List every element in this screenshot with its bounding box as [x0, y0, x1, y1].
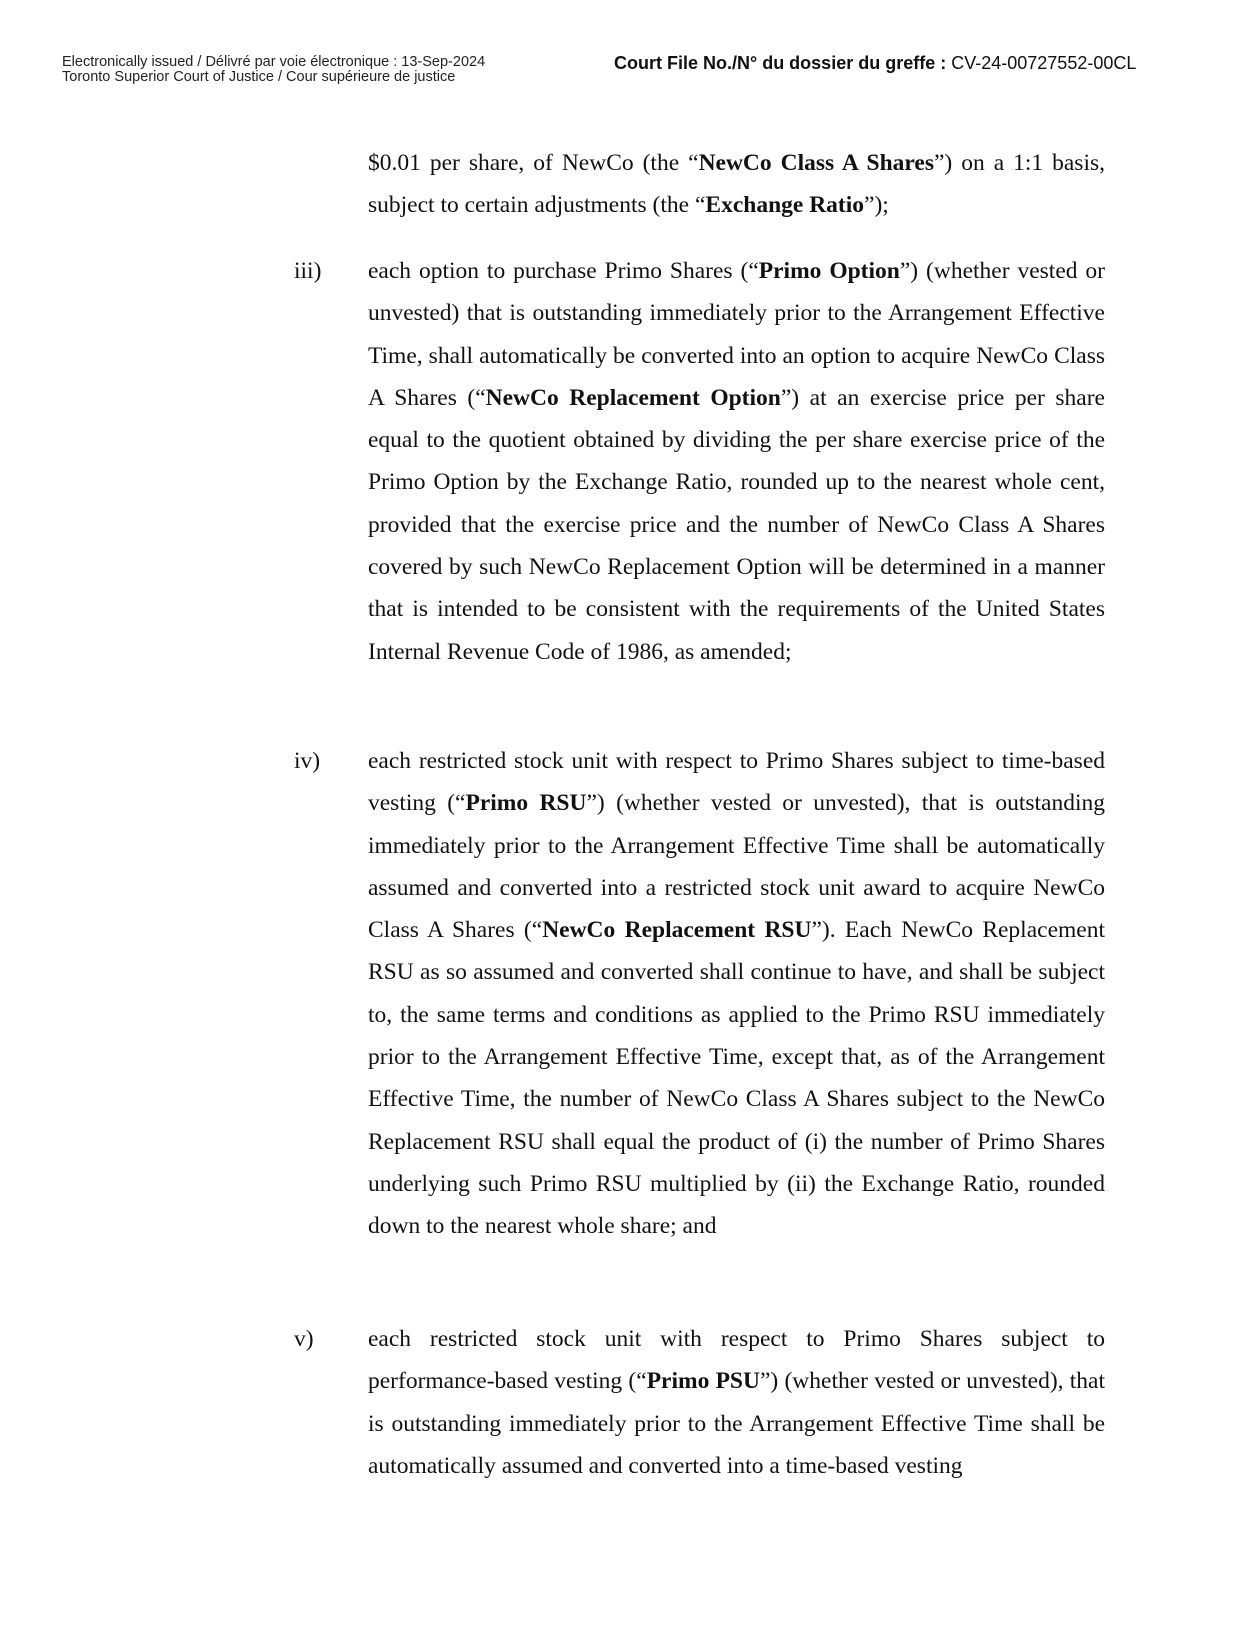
paragraph-text: $0.01 per share, of NewCo (the “	[368, 150, 699, 176]
court-file-number-header	[614, 52, 1136, 74]
item-paragraph-iv	[368, 740, 1105, 1248]
court-file-number: CV-24-00727552-00CL	[951, 53, 1137, 73]
paragraph-text: each option to purchase Primo Shares (“	[368, 258, 759, 284]
court-file-label: Court File No./N° du dossier du greffe :	[614, 53, 947, 73]
paragraph-text: ”). Each NewCo Replacement RSU as so assumed and converted shall continue to have, and shall be subject to, the same terms and conditions as applied to the Primo RSU immediately prior to the Arrangement Effective Time, except that, as of the Arrangement Effective Time, the number of NewCo Class A Shares subject to the NewCo Replacement RSU shall equal the product of (i) the number of Primo Shares underlying such Primo RSU multiplied by (ii) the Exchange Ratio, rounded down to the nearest whole share; and	[368, 917, 1105, 1240]
defined-term: Primo RSU	[465, 790, 587, 817]
item-paragraph-iii	[368, 250, 1105, 673]
defined-term: NewCo Class A Shares	[698, 150, 934, 176]
paragraph-text: ”) (whether vested or unvested), that is outstanding immediately prior to the Arrangement Effective Time shall be automatically assumed and converted into a time-based vesting	[368, 1368, 1106, 1479]
item-number-iii: iii)	[294, 258, 322, 284]
defined-term: NewCo Replacement RSU	[542, 917, 812, 944]
electronic-issue-stamp	[62, 55, 485, 85]
paragraph-text: ”) (whether vested or unvested), that is outstanding immediately prior to the Arrangement Effective Time shall be automatically assumed and converted into a restricted stock unit award to acquire NewCo Class A Shares (“	[368, 790, 1106, 944]
defined-term: Primo PSU	[646, 1368, 760, 1395]
item-number-iv: iv)	[294, 748, 321, 774]
paragraph-text: ”);	[864, 192, 889, 219]
item-paragraph-v	[368, 1318, 1105, 1487]
paragraph-text: ”) at an exercise price per share equal to the quotient obtained by dividing the per share exercise price of the Primo Option by the Exchange Ratio, rounded up to the nearest whole cent, provided that the exercise price and the number of NewCo Class A Shares covered by such NewCo Replacement Option will be determined in a manner that is intended to be consistent with the requirements of the United States Internal Revenue Code of 1986, as amended;	[368, 384, 1105, 665]
defined-term: Exchange Ratio	[705, 192, 865, 219]
stamp-issue-line: Electronically issued / Délivré par voie électronique : 13-Sep-2024	[62, 54, 486, 70]
paragraph-text: each restricted stock unit with respect to Primo Shares subject to performance-based vesting (“	[368, 1326, 1105, 1395]
continued-paragraph	[368, 142, 1105, 227]
paragraph-text: ”) (whether vested or unvested) that is outstanding immediately prior to the Arrangement Effective Time, shall automatically be converted into an option to acquire NewCo Class A Shares (“	[368, 258, 1105, 411]
item-number-v: v)	[294, 1326, 314, 1352]
stamp-court-line: Toronto Superior Court of Justice / Cour supérieure de justice	[62, 69, 456, 85]
defined-term: NewCo Replacement Option	[485, 384, 781, 411]
paragraph-text: each restricted stock unit with respect to Primo Shares subject to time-based vesting (“	[368, 748, 1105, 817]
defined-term: Primo Option	[758, 258, 900, 284]
paragraph-text: ”) on a 1:1 basis, subject to certain adjustments (the “	[368, 150, 1105, 219]
